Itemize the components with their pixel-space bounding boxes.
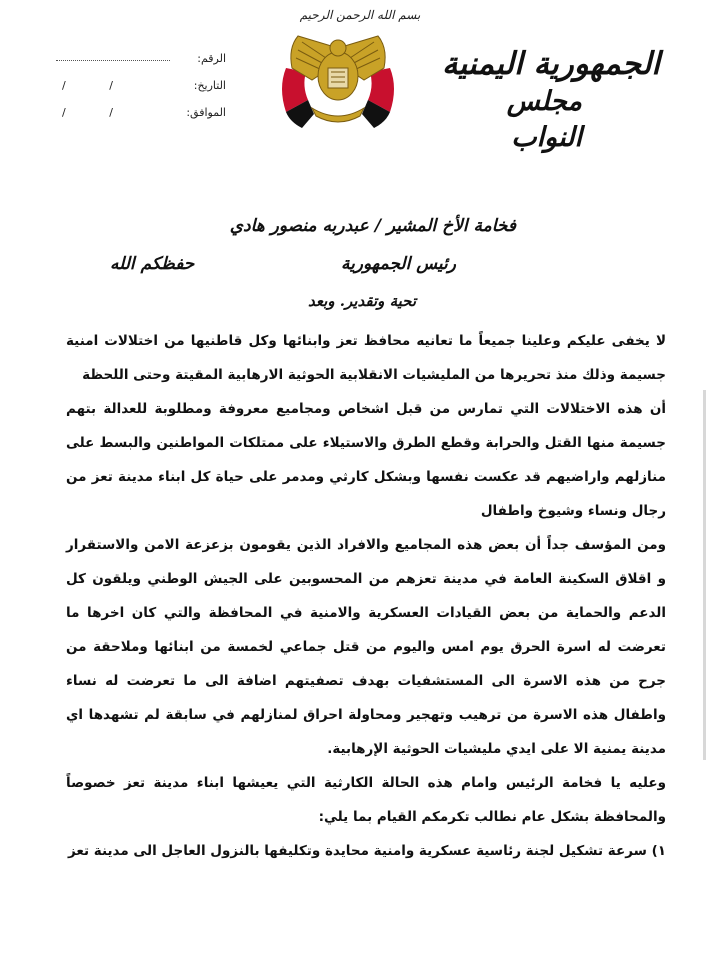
- ref-number-line: [56, 60, 170, 61]
- addressee-title: رئيس الجمهورية: [340, 254, 456, 274]
- greeting: تحية وتقدير. وبعد: [308, 292, 416, 310]
- ref-date-label: التاريخ:: [193, 79, 226, 92]
- paragraph-request-item: ١) سرعة تشكيل لجنة رئاسية عسكرية وامنية محايدة وتكليفها بالنزول العاجل الى مدينة تعز: [67, 843, 666, 859]
- ref-hijri-row: [56, 92, 226, 119]
- ref-date-row: [56, 65, 226, 92]
- ref-hijri-value: / /: [62, 106, 133, 119]
- yemen-eagle-emblem: [268, 28, 408, 140]
- ref-number-label: الرقم:: [197, 52, 226, 65]
- letter-body: [66, 324, 666, 868]
- ref-date-value: / /: [62, 79, 133, 92]
- paragraph: وعليه يا فخامة الرئيس وامام هذه الحالة الكارثية التي يعيشها ابناء مدينة تعز خصوصاً والمحافظة بشكل عام نطالب تكرمكم القيام بما يلي:: [66, 775, 666, 825]
- honorific: حفظكم الله: [110, 254, 195, 274]
- addressee: فخامة الأخ المشير / عبدربه منصور هادي: [229, 216, 516, 236]
- letterhead-title: [430, 44, 660, 156]
- ref-number-row: [56, 38, 226, 65]
- ref-hijri-label: الموافق:: [186, 106, 226, 119]
- paragraph: ومن المؤسف جداً أن بعض هذه المجاميع والافراد الذين يقومون بزعزعة الامن والاستقرار و اقلاق السكينة العامة في مدينة تعزهم من المحسوبين على الجيش الوطني ويلقون كل الدعم والحماية من بعض القيادات العسكرية والامنية في المحافظة والتي كان اخرها ما تعرضت له اسرة الحرق يوم امس واليوم من قتل جماعي لخمسة من ابنائها وملاحقة من جرح من هذه الاسرة الى المستشفيات بهدف تصفيتهم اضافة الى ما تعرضت له نساء واطفال هذه الاسرة من ترهيب وتهجير ومحاولة احراق لمنازلهم في سابقة لم تشهدها اي مدينة يمنية الا على ايدي مليشيات الحوثية الإرهابية.: [66, 537, 666, 757]
- council-name: مجلس النواب: [506, 86, 582, 153]
- basmala: بسم الله الرحمن الرحيم: [299, 8, 421, 22]
- reference-fields: [56, 38, 226, 119]
- paragraph: لا يخفى عليكم وعلينا جميعاً ما تعانيه محافظ تعز وابنائها وكل قاطنيها من اختلالات امنية جسيمة وذلك منذ تحريرها من المليشيات الانقلابية الحوثية الارهابية المقيتة وحتى اللحظة: [66, 333, 666, 383]
- state-name: الجمهورية اليمنية: [442, 46, 660, 82]
- paragraph: أن هذه الاختلالات التي تمارس من قبل اشخاص ومجاميع معروفة ومطلوبة للعدالة بتهم جسيمة منها القتل والحرابة وقطع الطرق والاستيلاء على ممتلكات المواطنين والبسط على منازلهم واراضيهم قد عكست نفسها وبشكل كارثي ومدمر على حياة كل ابناء مدينة تعز من رجال ونساء وشيوخ واطفال: [66, 401, 666, 519]
